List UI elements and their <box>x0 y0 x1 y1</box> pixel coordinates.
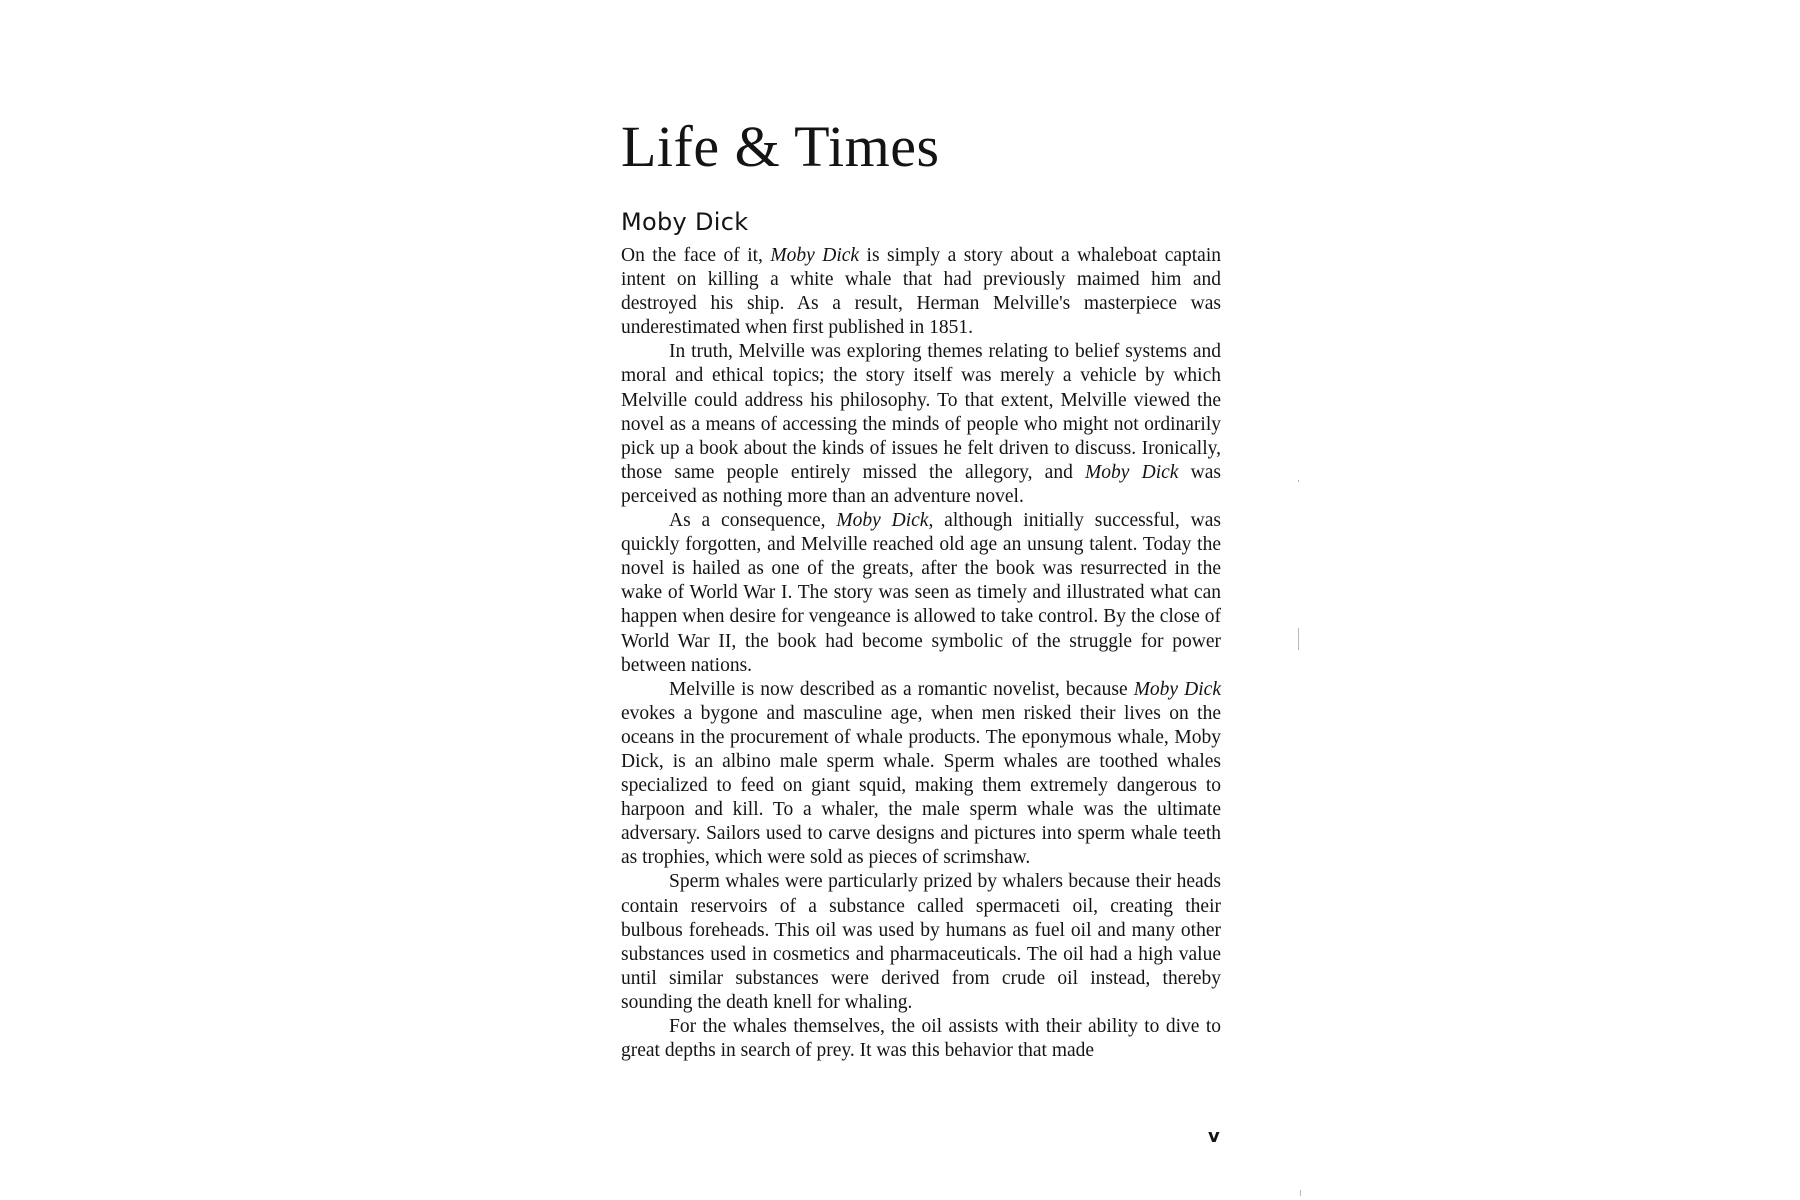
body-text <box>621 244 1221 1063</box>
section-heading: Moby Dick <box>621 208 749 236</box>
scan-artifact-mark <box>1298 628 1299 650</box>
book-title-italic: Moby Dick <box>770 245 860 266</box>
book-title-italic: Moby Dick <box>1133 678 1221 700</box>
paragraph-6 <box>621 1015 1221 1063</box>
page-content <box>621 100 1221 1063</box>
page-title: Life & Times <box>621 114 940 179</box>
paragraph-5 <box>621 870 1221 1015</box>
paragraph-text: , although initially successful, was quickly forgotten, and Melville reached old age an unsung talent. Today the novel is hailed as one of the greats, after the book was resurrected in the wake of World War I. The story was seen as timely and illustrated what can happen when desire for vengeance is allowed to take control. By the close of World War II, the book had become symbolic of the struggle for power between nations. <box>621 510 1221 676</box>
scan-artifact-mark <box>1298 480 1299 482</box>
paragraph-4 <box>621 678 1221 871</box>
page-number: v <box>1208 1126 1220 1147</box>
paragraph-text: In truth, Melville was exploring themes relating to belief systems and moral and ethical topics; the story itself was merely a vehicle by which Melville could address his philosophy. To that extent, Melville viewed the novel as a means of accessing the minds of people who might not ordinarily pick up a book about the kinds of issues he felt driven to discuss. Ironically, those same people entirely missed the allegory, and <box>621 341 1221 483</box>
book-title-italic: Moby Dick <box>1085 461 1179 483</box>
paragraph-1 <box>621 244 1221 340</box>
paragraph-2 <box>621 340 1221 509</box>
paragraph-text: Sperm whales were particularly prized by whalers because their heads contain reservoirs of a substance called spermaceti oil, creating their bulbous foreheads. This oil was used by humans as fuel oil and many other substances used in cosmetics and pharmaceuticals. The oil had a high value until similar substances were derived from crude oil instead, thereby sounding the death knell for whaling. <box>621 871 1221 1013</box>
paragraph-text: was perceived as nothing more than an adventure novel. <box>621 461 1221 507</box>
paragraph-text: Melville is now described as a romantic novelist, because <box>669 678 1134 700</box>
paragraph-3 <box>621 509 1221 678</box>
book-title-italic: Moby Dick <box>836 510 929 532</box>
scan-artifact-mark <box>1300 1190 1301 1196</box>
paragraph-text: evokes a bygone and masculine age, when men risked their lives on the oceans in the procurement of whale products. The eponymous whale, Moby Dick, is an albino male sperm whale. Sperm whales are toothed whales specialized to feed on giant squid, making them extremely dangerous to harpoon and kill. To a whaler, the male sperm whale was the ultimate adversary. Sailors used to carve designs and pictures into sperm whale teeth as trophies, which were sold as pieces of scrimshaw. <box>621 702 1221 869</box>
paragraph-text: is simply a story about a whaleboat captain intent on killing a white whale that had previously maimed him and destroyed his ship. As a result, Herman Melville's masterpiece was underestimated when first published in 1851. <box>621 245 1221 339</box>
paragraph-text: As a consequence, <box>669 510 837 532</box>
paragraph-text: For the whales themselves, the oil assists with their ability to dive to great depths in search of prey. It was this behavior that made <box>621 1016 1221 1062</box>
paragraph-text: On the face of it, <box>621 245 771 266</box>
